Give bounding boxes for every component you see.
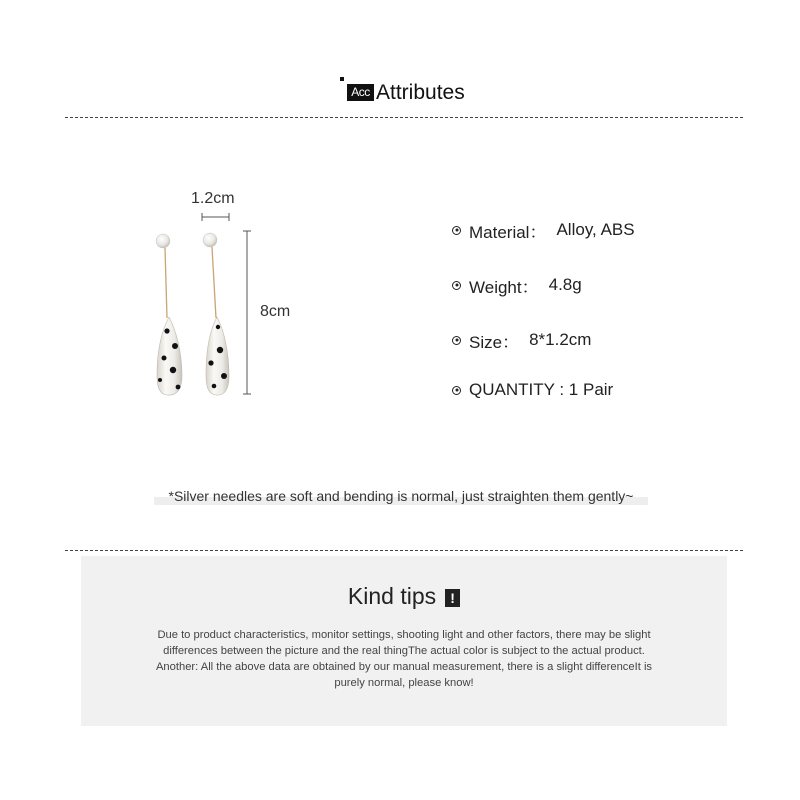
spec-material (452, 215, 635, 245)
tips-heading (81, 582, 727, 610)
bullet-icon (452, 386, 461, 395)
header-badge: Acc (347, 84, 374, 101)
bullet-icon (452, 336, 461, 345)
tips-title: Kind tips (347, 583, 437, 609)
right-earring (203, 233, 229, 395)
spec-weight (452, 270, 582, 300)
spec-label: Material： (469, 222, 547, 242)
spec-list (452, 210, 772, 420)
product-figure (140, 180, 291, 420)
section-header (0, 70, 800, 114)
height-dimension-line (243, 231, 251, 394)
width-dimension-line (202, 213, 229, 221)
tips-line: Due to product characteristics, monitor settings, shooting light and other factors, there may be slight (157, 629, 651, 641)
tips-line: Another: All the above data are obtained by our manual measurement, there is a slight differenceIt is (155, 661, 653, 673)
care-note: *Silver needles are soft and bending is normal, just straighten them gently~ (154, 487, 648, 505)
spec-value: 4.8g (548, 275, 582, 294)
spec-label: Size： (469, 332, 520, 352)
earrings-image (140, 180, 280, 420)
spec-quantity (452, 375, 613, 405)
bullet-icon (452, 281, 461, 290)
width-dimension-label: 1.2cm (191, 190, 235, 207)
height-dimension-label: 8cm (260, 303, 291, 320)
bullet-icon (452, 226, 461, 235)
kind-tips-panel (81, 556, 727, 726)
left-earring (156, 234, 182, 395)
spec-label: Weight： (469, 277, 539, 297)
spec-size (452, 325, 591, 355)
exclamation-icon: ! (445, 589, 460, 607)
spec-value: 8*1.2cm (529, 330, 592, 349)
spec-label: QUANTITY : 1 Pair (469, 380, 614, 399)
spec-value: Alloy, ABS (556, 220, 635, 239)
tips-body (111, 627, 697, 691)
tips-line: differences between the picture and the real thingThe actual color is subject to the actual product. (163, 645, 645, 657)
header-dot (340, 77, 344, 81)
tips-line: purely normal, please know! (334, 677, 474, 689)
top-divider (65, 117, 743, 118)
bottom-divider (65, 550, 743, 551)
page-title: Attributes (376, 81, 465, 104)
